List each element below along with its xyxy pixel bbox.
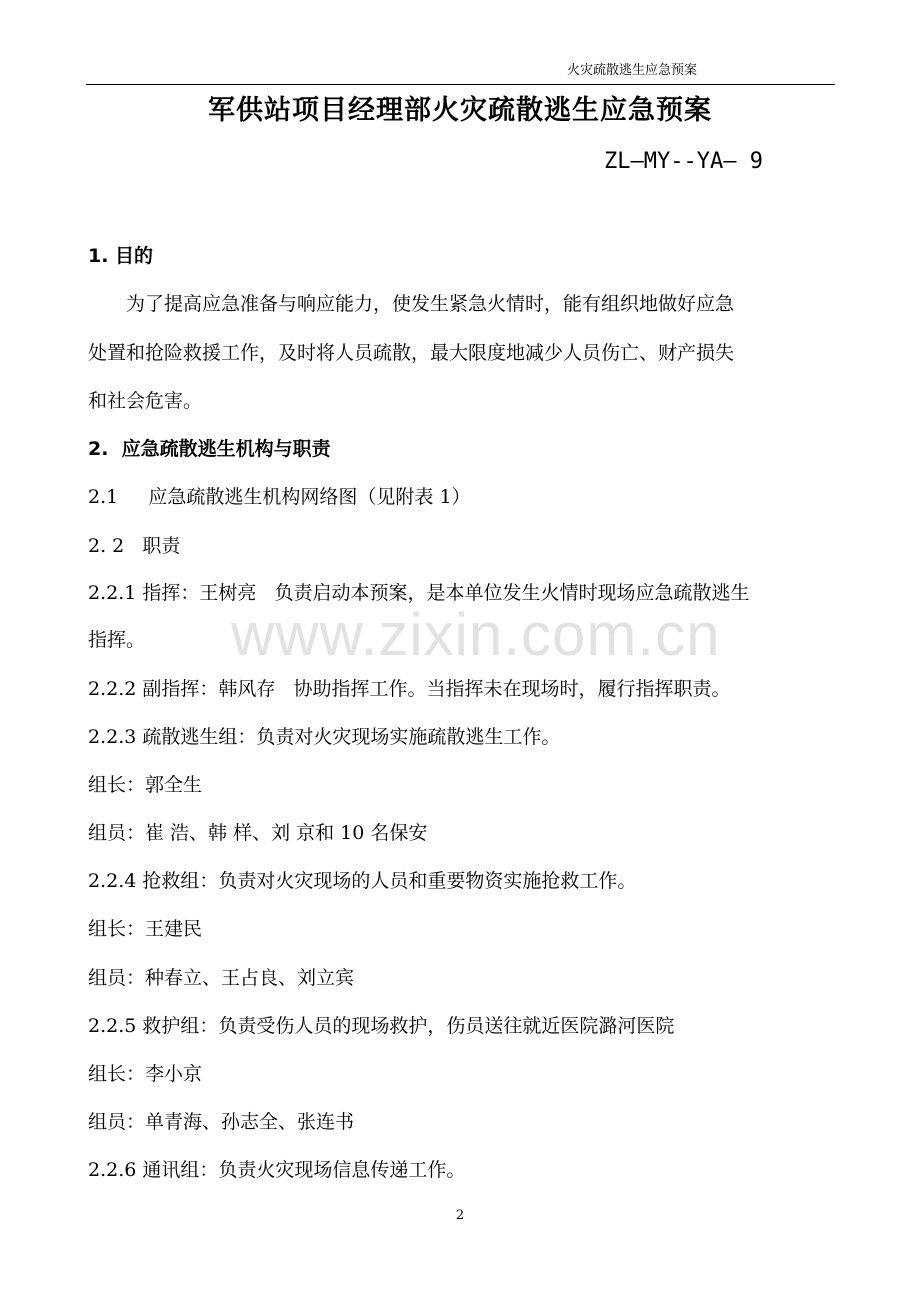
clause-2-2-1-line-2: 指挥。 [88, 629, 146, 651]
watermark: www.zixin.com.cn [231, 601, 721, 668]
document-code: ZL—MY--YA— 9 [604, 149, 763, 174]
purpose-paragraph-line-1: 为了提高应急准备与响应能力，使发生紧急火情时，能有组织地做好应急 [126, 293, 735, 315]
clause-2-2-5: 2.2.5 救护组：负责受伤人员的现场救护，伤员送往就近医院潞河医院 [88, 1015, 675, 1037]
clause-2-2-6: 2.2.6 通讯组：负责火灾现场信息传递工作。 [88, 1159, 466, 1181]
medical-group-leader: 组长：李小京 [88, 1063, 203, 1085]
purpose-paragraph-line-2: 处置和抢险救援工作，及时将人员疏散，最大限度地减少人员伤亡、财产损失 [88, 342, 735, 364]
section-heading-purpose: 1. 目的 [88, 245, 154, 267]
clause-2-2: 2. 2 职责 [88, 535, 181, 557]
clause-2-1: 2.1 应急疏散逃生机构网络图（见附表 1） [88, 486, 471, 508]
section-heading-organization: 2. 应急疏散逃生机构与职责 [88, 438, 331, 460]
evacuation-group-leader: 组长：郭全生 [88, 774, 203, 796]
clause-2-2-4: 2.2.4 抢救组：负责对火灾现场的人员和重要物资实施抢救工作。 [88, 870, 637, 892]
clause-2-2-1-line-1: 2.2.1 指挥：王树亮 负责启动本预案，是本单位发生火情时现场应急疏散逃生 [88, 582, 750, 604]
clause-2-2-3: 2.2.3 疏散逃生组：负责对火灾现场实施疏散逃生工作。 [88, 726, 561, 748]
clause-2-2-2: 2.2.2 副指挥：韩风存 协助指挥工作。当指挥未在现场时，履行指挥职责。 [88, 678, 731, 700]
rescue-group-members: 组员：种春立、王占良、刘立宾 [88, 967, 355, 989]
rescue-group-leader: 组长：王建民 [88, 918, 203, 940]
medical-group-members: 组员：单青海、孙志全、张连书 [88, 1111, 355, 1133]
evacuation-group-members: 组员：崔 浩、韩 样、刘 京和 10 名保安 [88, 822, 428, 844]
page-number: 2 [455, 1208, 465, 1223]
document-title: 军供站项目经理部火灾疏散逃生应急预案 [208, 95, 712, 126]
purpose-paragraph-line-3: 和社会危害。 [88, 390, 203, 412]
header-divider [86, 84, 835, 85]
running-header: 火灾疏散逃生应急预案 [567, 63, 698, 78]
